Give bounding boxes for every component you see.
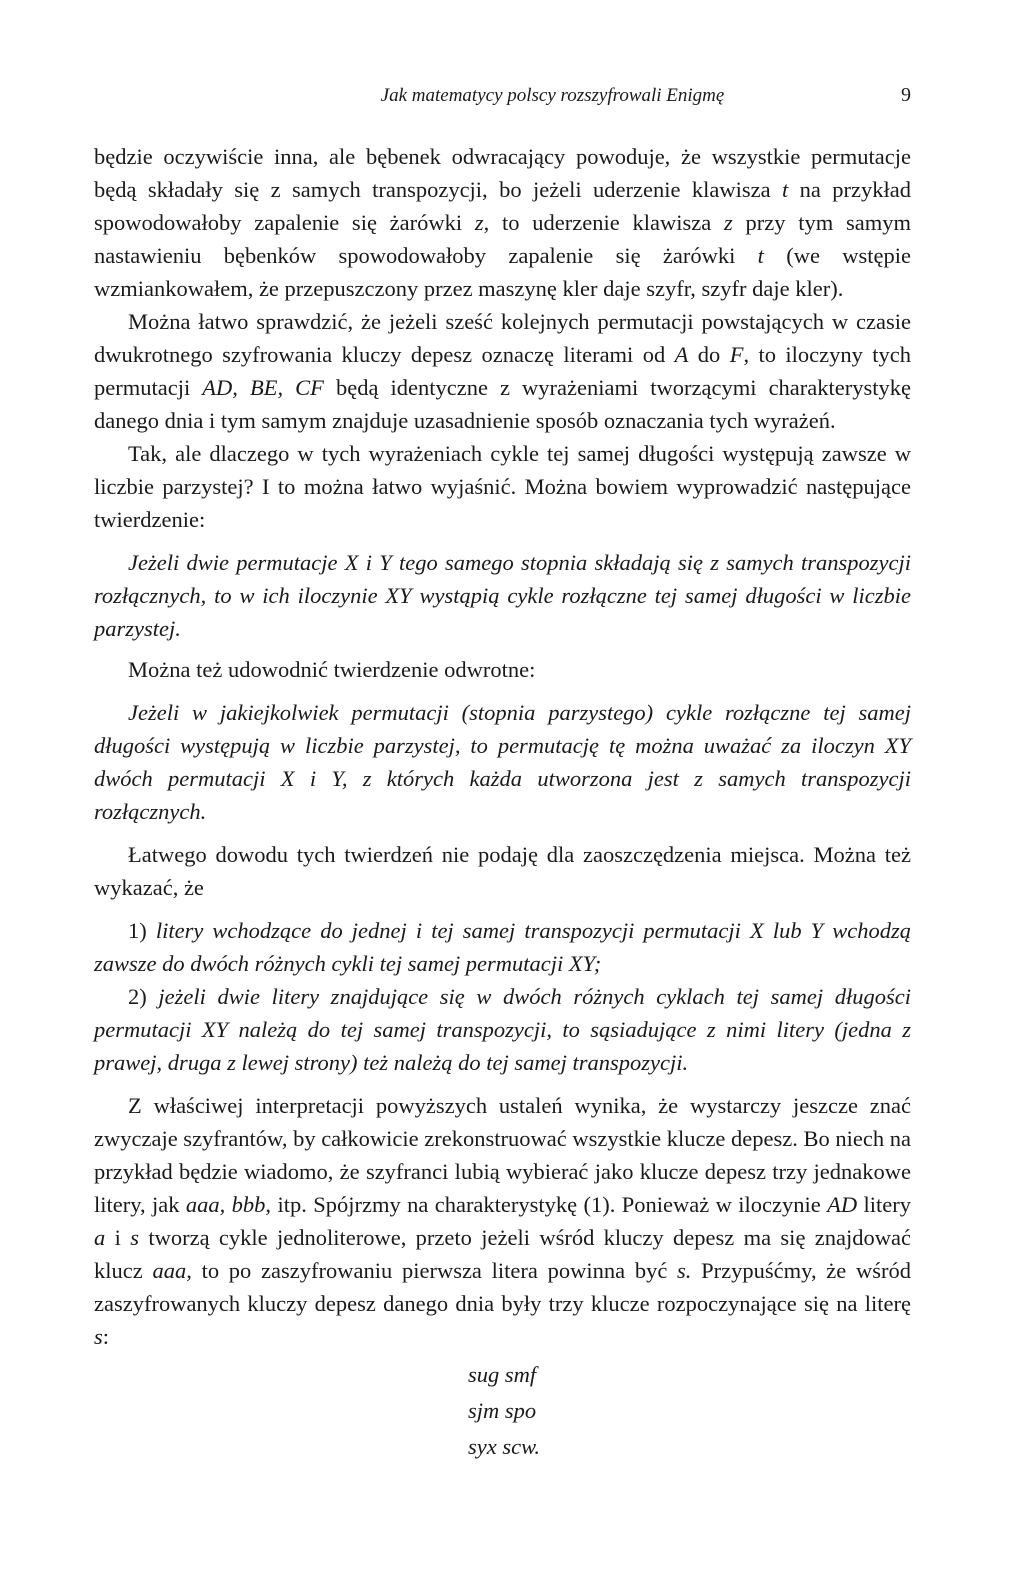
key-line: sjm spo (468, 1398, 537, 1423)
paragraph-5: Łatwego dowodu tych twierdzeń nie podaję dla zaoszczędzenia miejsca. Można też wykazać, że (94, 842, 911, 900)
paragraph-6: Z właściwej interpretacji powyższych ustaleń wynika, że wystarczy jeszcze znać zwyczaje szyfrantów, by całkowicie zrekonstruować wszystkie klucze depesz. Bo niech na przykład będzie wiadomo, że szyfranci lubią wybierać jako klucze depesz trzy jednakowe litery, jak aaa, bbb, itp. Spójrzmy na charakterystykę (1). Ponieważ w iloczynie AD litery a i s tworzą cykle jednoliterowe, przeto jeżeli wśród kluczy depesz ma się znajdować klucz aaa, to po zaszyfrowaniu pierwsza litera powinna być s. Przypuśćmy, że wśród zaszyfrowanych kluczy depesz danego dnia były trzy klucze rozpoczynające się na literę s: (94, 1093, 912, 1349)
paragraph-3: Tak, ale dlaczego w tych wyrażeniach cykle tej samej długości występują zawsze w liczbie parzystej? I to można łatwo wyjaśnić. Można bowiem wyprowadzić następujące twierdzenie: (94, 441, 911, 532)
theorem-1: Jeżeli dwie permutacje X i Y tego samego stopnia składają się z samych transpozycji rozłącznych, to w ich iloczynie XY wystąpią cykle rozłączne tej samej długości w liczbie parzystej. (94, 550, 911, 641)
running-title: Jak matematycy polscy rozszyfrowali Enigmę (380, 85, 725, 106)
body-text (94, 140, 911, 1465)
list-item-1: 1) litery wchodzące do jednej i tej samej transpozycji permutacji X lub Y wchodzą zawsze do dwóch różnych cykli tej samej permutacji XY; (94, 918, 912, 976)
page-number: 9 (901, 84, 911, 106)
theorem-2: Jeżeli w jakiejkolwiek permutacji (stopnia parzystego) cykle rozłączne tej samej długości występują w liczbie parzystej, to permutację tę można uważać za iloczyn XY dwóch permutacji X i Y, z których każda utworzona jest z samych transpozycji rozłącznych. (94, 700, 911, 824)
key-line: sug smf (468, 1362, 537, 1387)
paragraph-4: Można też udowodnić twierdzenie odwrotne: (128, 657, 536, 682)
example-keys (94, 1357, 911, 1465)
paragraph-1: będzie oczywiście inna, ale bębenek odwracający powoduje, że wszystkie permutacje będą składały się z samych transpozycji, bo jeżeli uderzenie klawisza t na przykład spowodowałoby zapalenie się żarówki z, to uderzenie klawisza z przy tym samym nastawieniu bębenków spowodowałoby zapalenie się żarówki t (we wstępie wzmiankowałem, że przepuszczony przez maszynę kler daje szyfr, szyfr daje kler). (94, 144, 911, 301)
running-header (94, 84, 911, 116)
paragraph-2: Można łatwo sprawdzić, że jeżeli sześć kolejnych permutacji powstających w czasie dwukrotnego szyfrowania kluczy depesz oznaczę literami od A do F, to iloczyny tych permutacji AD, BE, CF będą identyczne z wyrażeniami tworzącymi charakterystykę danego dnia i tym samym znajduje uzasadnienie sposób oznaczania tych wyrażeń. (94, 309, 911, 433)
list-item-2: 2) jeżeli dwie litery znajdujące się w dwóch różnych cyklach tej samej długości permutacji XY należą do tej samej transpozycji, to sąsiadujące z nimi litery (jedna z prawej, druga z lewej strony) też należą do tej samej transpozycji. (94, 984, 911, 1075)
key-line: syx scw. (468, 1434, 541, 1459)
